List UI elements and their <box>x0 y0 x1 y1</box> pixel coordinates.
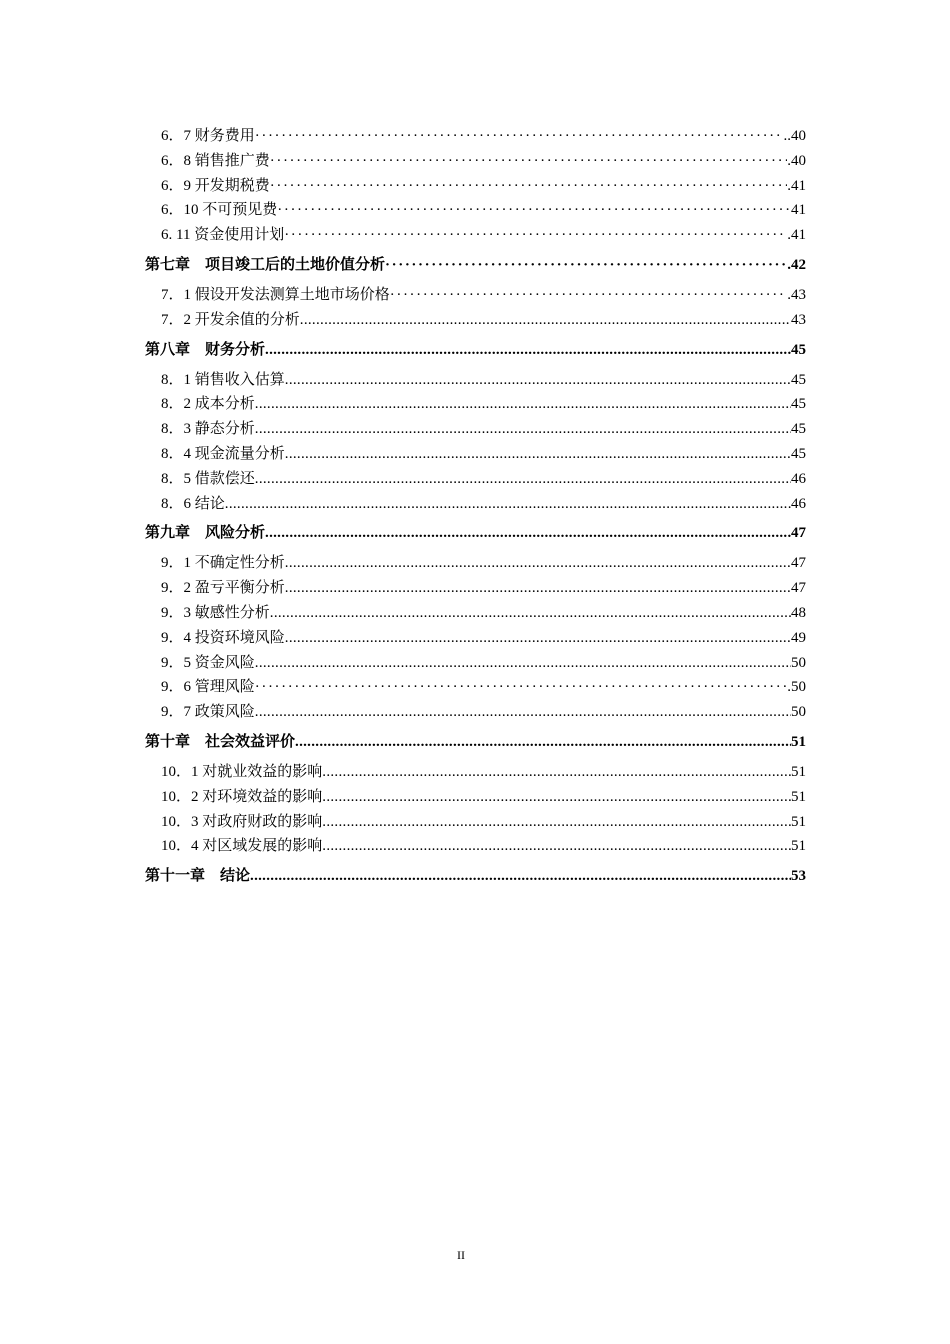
toc-entry-title: 9．7 政策风险 <box>161 704 255 721</box>
toc-chapter-entry[interactable] <box>145 338 806 363</box>
toc-entry-page: 47 <box>791 525 806 542</box>
toc-entry-page: 51 <box>791 733 806 750</box>
toc-entry-page: 43 <box>791 311 806 328</box>
toc-entry-page: .50 <box>787 679 806 696</box>
toc-entry-page: 48 <box>791 604 806 621</box>
toc-entry-page: 51 <box>791 763 806 780</box>
toc-section-entry[interactable] <box>145 834 806 859</box>
dot-leader <box>265 338 791 363</box>
toc-entry-page: .41 <box>787 227 806 244</box>
toc-entry-page: 45 <box>791 396 806 413</box>
toc-entry-page: .40 <box>787 152 806 169</box>
dot-leader <box>300 308 791 333</box>
toc-section-entry[interactable] <box>145 124 806 149</box>
toc-entry-title: 10．4 对区域发展的影响 <box>161 838 323 855</box>
toc-entry-page: 47 <box>791 555 806 572</box>
toc-entry-title: 6．8 销售推广费 <box>161 152 270 169</box>
toc-chapter-entry[interactable] <box>145 253 806 278</box>
dot-leader <box>285 551 791 576</box>
toc-section-entry[interactable] <box>145 368 806 393</box>
dot-leader <box>250 864 791 889</box>
toc-entry-page: 45 <box>791 371 806 388</box>
toc-section-entry[interactable] <box>145 198 806 223</box>
toc-entry-page: 50 <box>791 704 806 721</box>
dot-leader <box>255 675 787 700</box>
toc-entry-page: ..40 <box>783 128 806 144</box>
toc-entry-page: 49 <box>791 629 806 646</box>
toc-entry-title: 8．2 成本分析 <box>161 396 255 413</box>
toc-section-entry[interactable] <box>145 467 806 492</box>
toc-entry-page: .41 <box>787 177 806 194</box>
dot-leader <box>270 174 787 199</box>
toc-section-entry[interactable] <box>145 283 806 308</box>
toc-entry-page: 46 <box>791 470 806 487</box>
toc-entry-page: 41 <box>791 202 806 219</box>
toc-entry-page: 46 <box>791 495 806 512</box>
dot-leader <box>225 492 791 517</box>
toc-entry-title: 第七章 项目竣工后的土地价值分析 <box>145 256 386 273</box>
toc-entry-title: 第九章 风险分析 <box>145 525 266 542</box>
dot-leader <box>390 283 787 308</box>
dot-leader <box>277 198 791 223</box>
toc-entry-title: 第十章 社会效益评价 <box>145 733 296 750</box>
toc-entry-title: 7．2 开发余值的分析 <box>161 311 300 328</box>
toc-entry-page: 45 <box>791 421 806 438</box>
toc-section-entry[interactable] <box>145 551 806 576</box>
toc-section-entry[interactable] <box>145 174 806 199</box>
toc-entry-title: 6．9 开发期税费 <box>161 177 270 194</box>
toc-entry-page: .42 <box>787 256 806 273</box>
dot-leader <box>255 467 791 492</box>
dot-leader <box>255 700 791 725</box>
toc-chapter-entry[interactable] <box>145 864 806 889</box>
table-of-contents <box>145 124 806 894</box>
dot-leader <box>322 760 791 785</box>
dot-leader <box>322 810 791 835</box>
toc-section-entry[interactable] <box>145 223 806 248</box>
toc-entry-title: 9．3 敏感性分析 <box>161 604 270 621</box>
dot-leader <box>295 730 791 755</box>
dot-leader <box>284 223 787 248</box>
toc-section-entry[interactable] <box>145 308 806 333</box>
toc-entry-title: 9．4 投资环境风险 <box>161 629 285 646</box>
toc-section-entry[interactable] <box>145 601 806 626</box>
toc-entry-title: 8．1 销售收入估算 <box>161 371 285 388</box>
toc-entry-title: 第八章 财务分析 <box>145 341 266 358</box>
toc-entry-title: 6．10 不可预见费 <box>161 202 278 219</box>
dot-leader <box>270 149 787 174</box>
dot-leader <box>322 834 791 859</box>
dot-leader <box>265 521 791 546</box>
toc-entry-title: 8．5 借款偿还 <box>161 470 255 487</box>
toc-section-entry[interactable] <box>145 700 806 725</box>
dot-leader <box>255 651 791 676</box>
toc-entry-title: 8．3 静态分析 <box>161 421 255 438</box>
toc-section-entry[interactable] <box>145 417 806 442</box>
dot-leader <box>255 124 784 149</box>
toc-entry-title: 10．2 对环境效益的影响 <box>161 788 323 805</box>
toc-section-entry[interactable] <box>145 626 806 651</box>
toc-section-entry[interactable] <box>145 785 806 810</box>
dot-leader <box>285 626 791 651</box>
toc-entry-title: 9．6 管理风险 <box>161 679 255 696</box>
toc-entry-page: 51 <box>791 838 806 855</box>
toc-chapter-entry[interactable] <box>145 730 806 755</box>
toc-section-entry[interactable] <box>145 760 806 785</box>
toc-entry-page: 53 <box>791 868 806 885</box>
toc-entry-page: 51 <box>791 813 806 830</box>
dot-leader <box>322 785 791 810</box>
toc-entry-page: 50 <box>791 654 806 671</box>
toc-chapter-entry[interactable] <box>145 521 806 546</box>
toc-entry-title: 8．6 结论 <box>161 495 225 512</box>
toc-section-entry[interactable] <box>145 576 806 601</box>
toc-section-entry[interactable] <box>145 442 806 467</box>
page-number: II <box>457 1248 465 1262</box>
toc-entry-title: 7．1 假设开发法测算土地市场价格 <box>161 286 390 303</box>
toc-section-entry[interactable] <box>145 651 806 676</box>
dot-leader <box>385 253 787 278</box>
dot-leader <box>255 417 791 442</box>
toc-entry-page: 51 <box>791 788 806 805</box>
toc-entry-page: .43 <box>787 286 806 303</box>
dot-leader <box>285 442 791 467</box>
toc-section-entry[interactable] <box>145 392 806 417</box>
toc-entry-title: 9．1 不确定性分析 <box>161 555 285 572</box>
dot-leader <box>285 368 791 393</box>
toc-entry-title: 9．2 盈亏平衡分析 <box>161 580 285 597</box>
toc-entry-title: 9．5 资金风险 <box>161 654 255 671</box>
toc-entry-title: 第十一章 结论 <box>145 868 251 885</box>
toc-entry-title: 6. 11 资金使用计划 <box>161 227 285 244</box>
toc-section-entry[interactable] <box>145 149 806 174</box>
dot-leader <box>270 601 791 626</box>
toc-section-entry[interactable] <box>145 675 806 700</box>
toc-entry-title: 10．3 对政府财政的影响 <box>161 813 323 830</box>
toc-entry-page: 45 <box>791 445 806 462</box>
dot-leader <box>285 576 791 601</box>
toc-section-entry[interactable] <box>145 810 806 835</box>
toc-entry-page: 45 <box>791 341 806 358</box>
toc-entry-title: 6．7 财务费用 <box>161 128 255 144</box>
toc-entry-title: 8．4 现金流量分析 <box>161 445 285 462</box>
dot-leader <box>255 392 791 417</box>
toc-section-entry[interactable] <box>145 492 806 517</box>
toc-entry-title: 10．1 对就业效益的影响 <box>161 763 323 780</box>
toc-entry-page: 47 <box>791 580 806 597</box>
